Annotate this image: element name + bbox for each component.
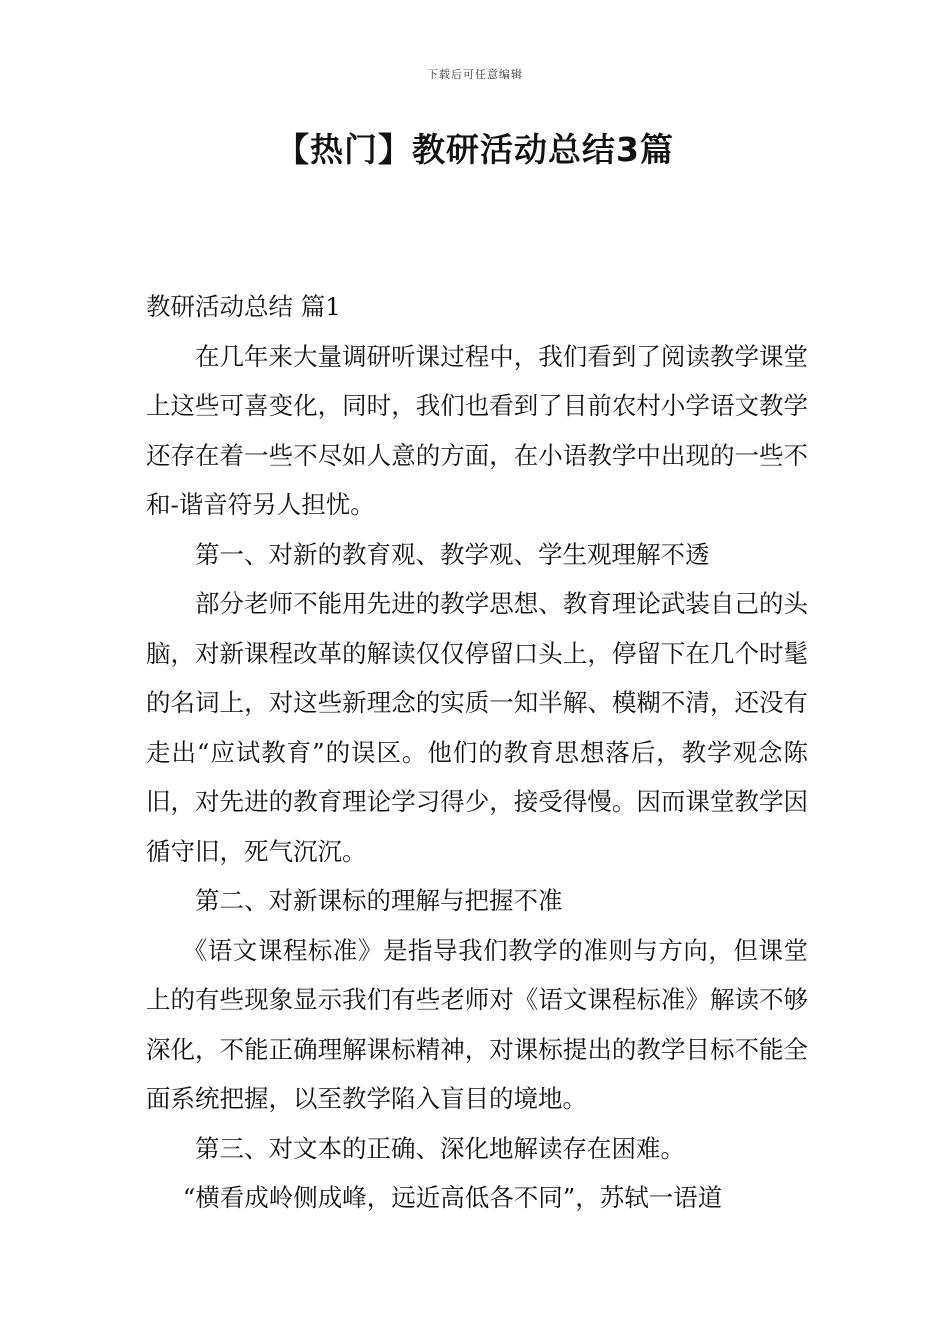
document-title: 【热门】教研活动总结3篇 — [276, 130, 674, 169]
paragraph-intro: 在几年来大量调研听课过程中，我们看到了阅读教学课堂上这些可喜变化，同时，我们也看到了目前农村小学语文教学还存在着一些不尽如人意的方面，在小语教学中出现的一些不和-谐音符另人担忧。 — [146, 341, 808, 519]
paragraph-point-3: “横看成岭侧成峰，远近高低各不同”，苏轼一语道 — [182, 1183, 723, 1212]
header-note: 下载后可任意编辑 — [427, 68, 523, 81]
point-heading-1: 第一、对新的教育观、教学观、学生观理解不透 — [195, 539, 710, 569]
point-heading-2: 第二、对新课标的理解与把握不准 — [195, 886, 563, 915]
point-heading-3: 第三、对文本的正确、深化地解读存在困难。 — [195, 1133, 685, 1163]
section-heading: 教研活动总结 篇1 — [146, 292, 341, 321]
document-body — [146, 282, 808, 1223]
paragraph-point-2: 《语文课程标准》是指导我们教学的准则与方向，但课堂上的有些现象显示我们有些老师对《语文课程标准》解读不够深化，不能正确理解课标精神，对课标提出的教学目标不能全面系统把握，以至教学陷入盲目的境地。 — [146, 935, 808, 1113]
paragraph-point-1: 部分老师不能用先进的教学思想、教育理论武装自己的头脑，对新课程改革的解读仅仅停留口头上，停留下在几个时髦的名词上，对这些新理念的实质一知半解、模糊不清，还没有走出“应试教育”的误区。他们的教育思想落后，教学观念陈旧，对先进的教育理论学习得少，接受得慢。因而课堂教学因循守旧，死气沉沉。 — [146, 589, 808, 866]
